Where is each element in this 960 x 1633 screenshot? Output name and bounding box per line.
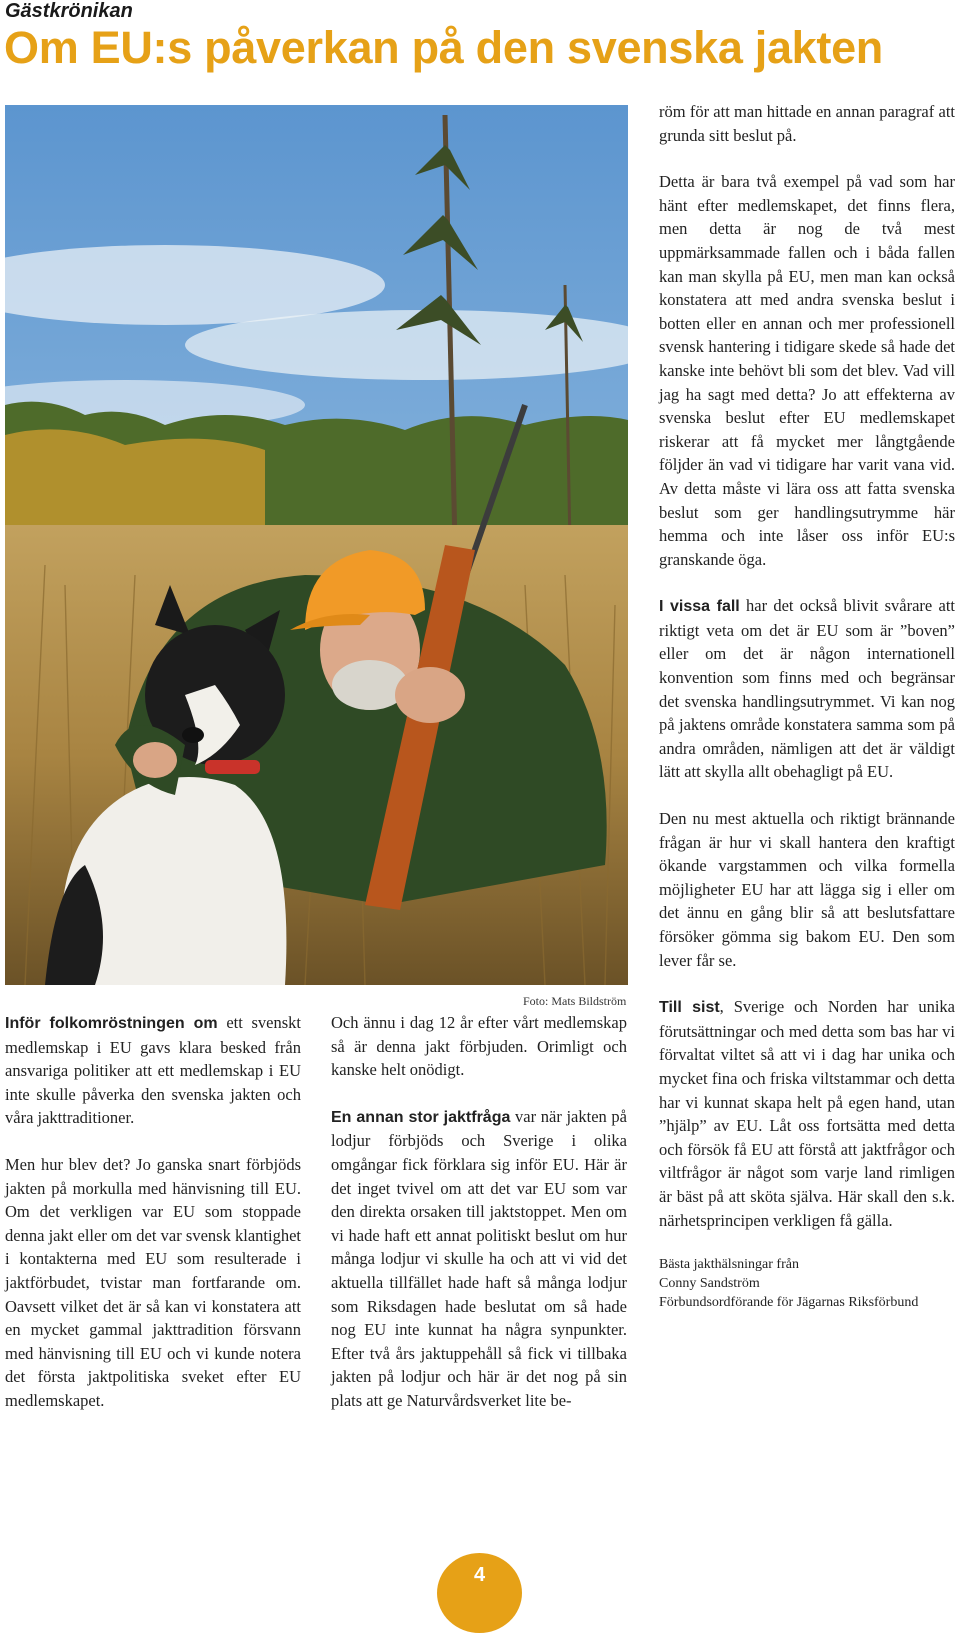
signature-title: Förbundsordförande för Jägarnas Riksförbund	[659, 1295, 919, 1311]
signature-name: Conny Sandström	[659, 1276, 760, 1292]
paragraph-conventions	[659, 594, 955, 784]
paragraph-morkulla: Men hur blev det? Jo ganska snart förbjöds jakten på morkulla med hänvisning till EU. Om det verkligen var EU som stoppade denna jakt eller om det var svensk klantighet i kontakterna med EU som resulterade i jaktförbudet, tvistar man fortfarande om. Oavsett vilket det är så kan vi konstatera att en mycket gammal jakttradition försvann med hänvisning till EU och vi kunde notera det första jaktpolitiska sveket efter EU medlemskapet.	[5, 1154, 301, 1410]
paragraph-continuation: röm för att man hittade en annan paragraf att grunda sitt beslut på.	[659, 102, 955, 145]
paragraph-wolves: Den nu mest aktuella och riktigt brännande frågan är hur vi skall hantera den kraftigt ökande vargstammen och vilka formella möjligheter EU har att lägga sig i eller om det ännu en gång blir så att beslutsfattare försöker gömma sig bakom EU. Den som lever får se.	[659, 809, 955, 970]
column-3	[659, 100, 955, 1312]
section-kicker: Gästkrönikan	[5, 0, 133, 22]
paragraph-intro	[5, 1011, 301, 1130]
paragraph-text: ett svenskt medlemskap i EU gavs klara besked från ansvariga politiker att ett medlemskap i EU inte skulle påverka den svenska jakten och våra jakttraditioner.	[5, 1013, 301, 1128]
paragraph-text: , Sverige och Norden har unika förutsättningar och med detta som bas har vi förvaltat viltet så att vi i dag har unika och mycket fina och friska viltstammar och detta har vi kunnat skapa helt på egen hand, utan ”hjälp” av EU. Låt oss fortsätta med detta och försök få EU att förstå att jaktfrågor och viltfrågor är något som varje land rimligen är bäst på att sköta själva. Här skall den s.k. närhetsprincipen verkligen få gälla.	[659, 997, 955, 1230]
hunter-with-dog-photo	[5, 105, 628, 985]
lead-in: I vissa fall	[659, 598, 740, 616]
paragraph-conclusion	[659, 995, 955, 1232]
article-title: Om EU:s påverkan på den svenska jakten	[4, 22, 883, 73]
paragraph-lynx	[331, 1105, 627, 1413]
paragraph-text: var när jakten på lodjur förbjöds och Sverige i olika omgångar fick förklara sig inför EU. Här är det inget tvivel om att det var EU som var den direkta orsaken till jaktstoppet. Men om vi hade haft ett annat politiskt beslut om hur många lodjur vi skulle ha och att vi vid det aktuella tillfället hade haft så många lodjur som Riksdagen hade beslutat om så hade nog EU inte kunnat ha några synpunkter. Efter två års jaktuppehåll så fick vi tillbaka jakten på lodjur och här är det nog på sin plats att ge Naturvårdsverket lite be-	[331, 1106, 627, 1410]
photo-credit: Foto: Mats Bildström	[523, 994, 627, 1008]
column-1	[5, 1011, 301, 1436]
lead-in: Inför folkomröstningen om	[5, 1015, 218, 1032]
paragraph-examples: Detta är bara två exempel på vad som har hänt efter medlemskapet, det finns flera, men detta är nog de två mest uppmärksammade fallen och i båda fallen kan man skylla på EU, men man kan också konstatera att med andra svenska beslut i botten eller en annan och mer professionell svensk hantering i tidigare skede så hade det kanske inte behövt bli som det blev. Vad vill jag ha sagt med detta? Jo att effekterna av svenska beslut efter EU medlemskapet riskerar att få mycket mer långtgående följder än vad vi tidigare har varit vana vid. Av detta måste vi lära oss att fatta svenska beslut som ger handlingsutrymme här hemma och inte låser oss inför EU:s granskande öga.	[659, 172, 955, 569]
lead-in: Till sist	[659, 999, 720, 1017]
paragraph-text: har det också blivit svårare att riktigt veta om det är EU som är ”boven” eller om det är någon internationell konvention som finns med och begränsar det svenska handlingsutrymmet. Vi kan nog på jaktens område konstatera samma som på andra områden, nämligen att det är väldigt lätt att skylla allt obehagligt på EU.	[659, 596, 955, 782]
lead-in: En annan stor jaktfråga	[331, 1108, 511, 1126]
paragraph-still-banned: Och ännu i dag 12 år efter vårt medlemskap så är denna jakt förbjuden. Orimligt och kanske helt onödigt.	[331, 1013, 627, 1080]
signature	[659, 1255, 955, 1312]
page-number: 4	[437, 1553, 522, 1633]
signature-greeting: Bästa jakthälsningar från	[659, 1257, 799, 1273]
column-2	[331, 1011, 627, 1436]
